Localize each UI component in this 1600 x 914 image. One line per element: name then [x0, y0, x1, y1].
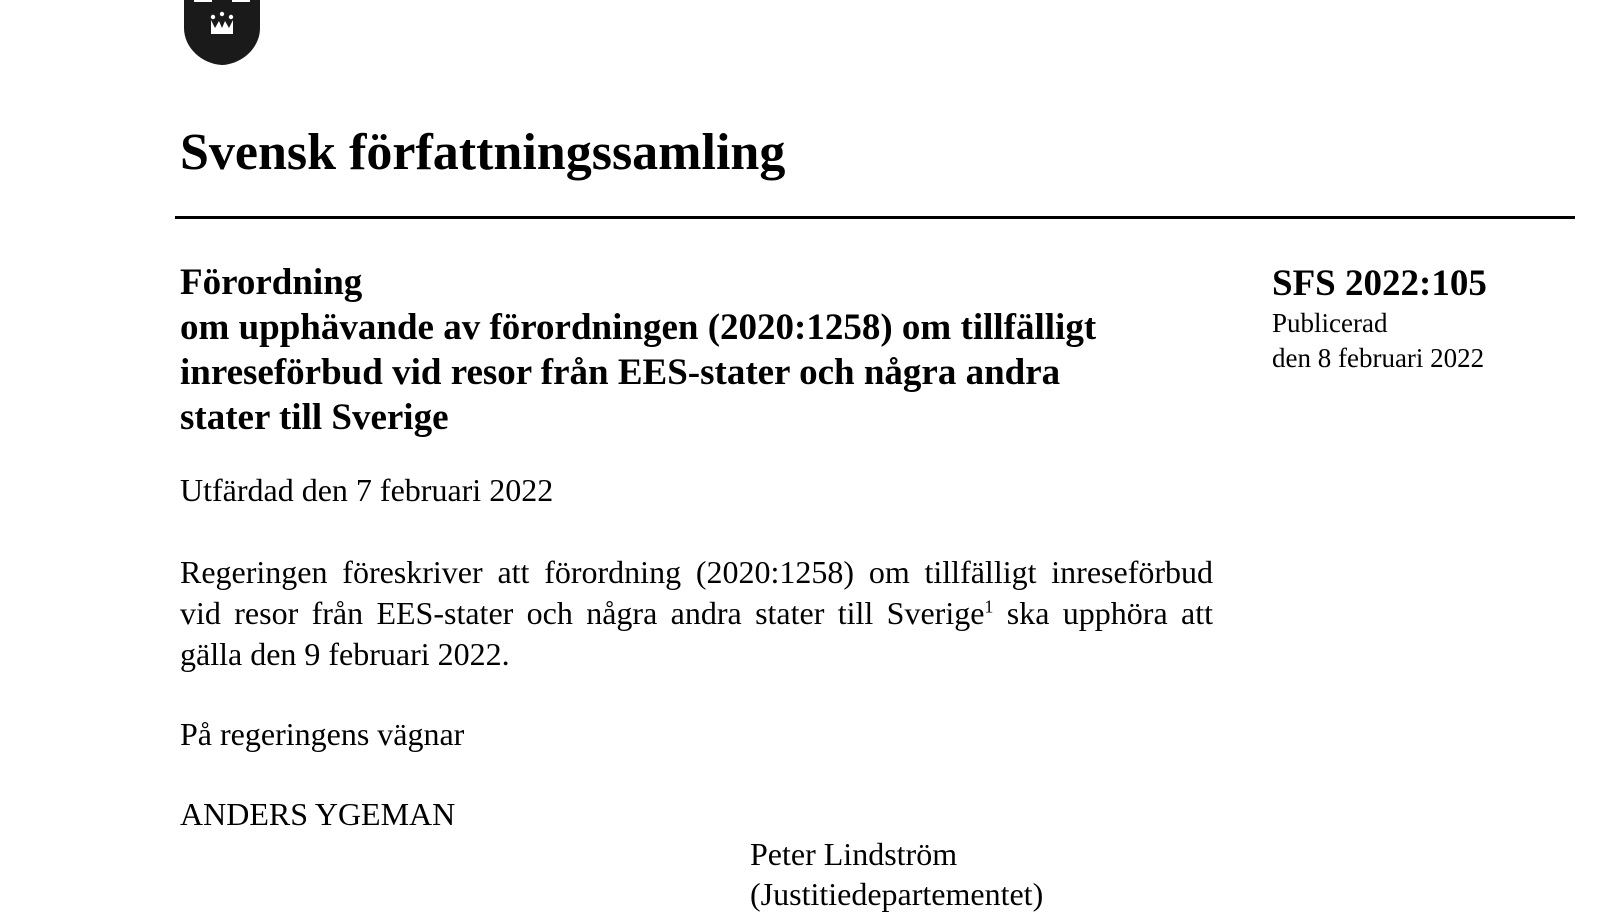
sfs-number: SFS 2022:105 [1272, 263, 1487, 304]
act-heading-line: om upphävande av förordningen (2020:1258) om tillfälligt [180, 307, 1097, 348]
issued-date: Utfärdad den 7 februari 2022 [180, 472, 554, 508]
act-heading [180, 260, 1220, 440]
published-label: Publicerad [1272, 308, 1388, 338]
body-paragraph [180, 552, 1213, 675]
official-name: Peter Lindström [750, 836, 958, 872]
official-department: (Justitiedepartementet) [750, 876, 1044, 912]
published-date: den 8 februari 2022 [1272, 343, 1485, 373]
sfs-reference [1272, 262, 1572, 376]
footnote-marker[interactable]: 1 [984, 596, 994, 617]
swedish-crest-icon [182, 0, 262, 66]
government-mandate: På regeringens vägnar [180, 716, 465, 752]
collection-title: Svensk författningssamling [180, 124, 786, 181]
body-text-main: Regeringen föreskriver att förordning (2020:1258) om tillfälligt inreseförbud vid resor från EES-stater och några andra stater till Sverige [180, 554, 1213, 631]
body-text-end: ska upphöra att gälla den 9 februari 2022. [180, 595, 1214, 672]
act-heading-line: Förordning [180, 262, 363, 303]
official-signature [750, 834, 1043, 914]
act-heading-line: inreseförbud vid resor från EES-stater och några andra [180, 352, 1061, 393]
act-heading-line: stater till Sverige [180, 397, 449, 438]
title-divider [175, 216, 1575, 219]
minister-signature: ANDERS YGEMAN [180, 796, 456, 832]
